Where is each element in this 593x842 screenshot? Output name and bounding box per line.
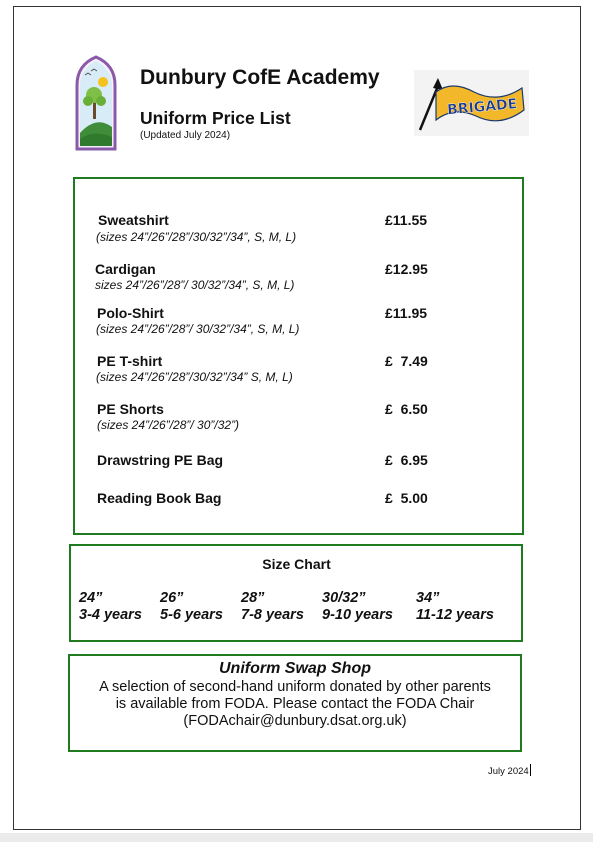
- text-cursor: [530, 764, 531, 776]
- item-sizes-cardigan: sizes 24”/26”/28”/ 30/32”/34”, S, M, L): [95, 278, 295, 292]
- size-label: 24”: [79, 590, 103, 606]
- item-sizes-pe-shorts: (sizes 24”/26”/28”/ 30”/32”): [97, 418, 240, 432]
- size-column-30-32: [322, 590, 393, 624]
- size-label: 28”: [241, 590, 265, 606]
- item-price-sweatshirt: £11.55: [385, 212, 428, 228]
- size-chart-title: Size Chart: [262, 556, 331, 572]
- swap-shop-email: (FODAchair@dunbury.dsat.org.uk): [183, 713, 407, 729]
- age-label: 3-4 years: [79, 607, 142, 623]
- footer-date-text: July 2024: [488, 766, 529, 777]
- item-price-pe-shorts: £ 6.50: [385, 401, 428, 417]
- item-name-reading-book-bag: Reading Book Bag: [97, 490, 222, 506]
- item-name-pe-shorts: PE Shorts: [97, 401, 164, 417]
- brigade-banner-logo: [414, 70, 529, 136]
- item-name-pe-tshirt: PE T-shirt: [97, 353, 163, 369]
- bottom-strip: [0, 833, 593, 842]
- item-name-sweatshirt: Sweatshirt: [98, 212, 169, 228]
- size-column-34: [416, 590, 494, 624]
- size-label: 30/32”: [322, 590, 366, 606]
- item-name-cardigan: Cardigan: [95, 261, 156, 277]
- item-price-reading-book-bag: £ 5.00: [385, 490, 428, 506]
- size-column-28: [241, 590, 304, 624]
- item-price-pe-tshirt: £ 7.49: [385, 353, 428, 369]
- age-label: 9-10 years: [322, 607, 393, 623]
- footer-date: [488, 764, 531, 777]
- size-column-24: [79, 590, 142, 624]
- item-sizes-sweatshirt: (sizes 24”/26”/28”/30/32”/34”, S, M, L): [96, 230, 297, 244]
- size-label: 26”: [160, 590, 184, 606]
- brigade-logo-text: BRIGADE: [446, 96, 518, 119]
- item-price-cardigan: £12.95: [385, 261, 428, 277]
- school-name: Dunbury CofE Academy: [140, 66, 380, 89]
- document-title: Uniform Price List: [140, 108, 291, 128]
- swap-shop-title: Uniform Swap Shop: [219, 660, 371, 677]
- swap-shop-line-2: is available from FODA. Please contact the FODA Chair: [115, 696, 475, 712]
- size-column-26: [160, 590, 223, 624]
- item-sizes-polo-shirt: (sizes 24”/26”/28”/ 30/32”/34”, S, M, L): [96, 322, 300, 336]
- item-price-drawstring-pe-bag: £ 6.95: [385, 452, 428, 468]
- updated-date: (Updated July 2024): [140, 130, 231, 141]
- size-label: 34”: [416, 590, 440, 606]
- item-sizes-pe-tshirt: (sizes 24”/26”/28”/30/32”/34” S, M, L): [96, 370, 293, 384]
- age-label: 5-6 years: [160, 607, 223, 623]
- item-price-polo-shirt: £11.95: [385, 305, 428, 321]
- item-name-polo-shirt: Polo-Shirt: [97, 305, 164, 321]
- item-name-drawstring-pe-bag: Drawstring PE Bag: [97, 452, 224, 468]
- swap-shop-text: [68, 679, 522, 730]
- swap-shop-line-1: A selection of second-hand uniform donated by other parents: [99, 679, 491, 695]
- age-label: 7-8 years: [241, 607, 304, 623]
- school-crest-logo: [74, 55, 118, 151]
- age-label: 11-12 years: [416, 607, 494, 623]
